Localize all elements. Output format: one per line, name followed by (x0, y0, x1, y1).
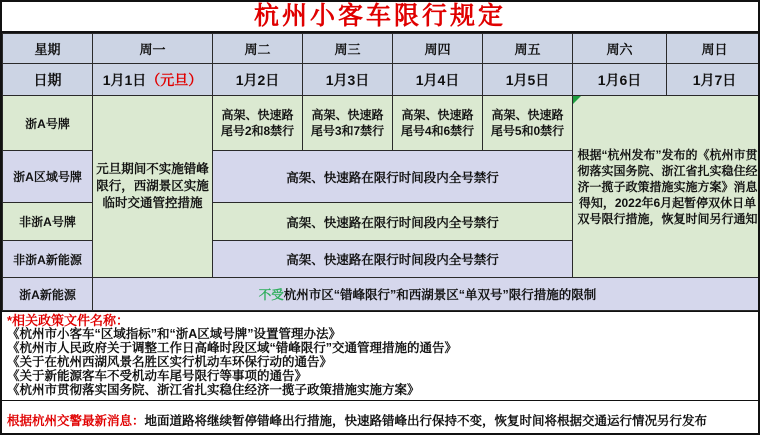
policy-item-4: 《关于新能源客车不受机动车尾号限行等事项的通告》 (7, 368, 308, 383)
plate-row-label-non-zhe-a: 非浙A号牌 (3, 203, 93, 241)
plate-row-label-zhe-a-regional: 浙A区域号牌 (3, 151, 93, 203)
day-header-sat: 周六 (573, 34, 667, 64)
row-note-cell-zhe-a-ev (93, 278, 760, 311)
exempt-highlight-text: 不受 (258, 288, 284, 302)
plate-row-label-zhe-a: 浙A号牌 (3, 96, 93, 151)
day-header-wed: 周三 (303, 34, 393, 64)
row-note-cell-non-zhe-a-ev: 高架、快速路在限行时间段内全号禁行 (213, 241, 573, 278)
monday-note-cell: 元旦期间不实施错峰限行，西湖景区实施临时交通管控措施 (93, 96, 213, 278)
comment-marker-triangle-icon (573, 96, 581, 104)
date-cell-4: 1月4日 (393, 64, 483, 96)
plate-row-label-zhe-a-ev: 浙A新能源 (3, 278, 93, 311)
weekend-note-cell (573, 96, 760, 278)
news-text: 地面道路将继续暂停错峰出行措施，快速路错峰出行保持不变，恢复时间将根据交通运行情况另行发布 (144, 414, 708, 428)
day-header-fri: 周五 (483, 34, 573, 64)
date-1-text: 1月1日 (102, 71, 147, 88)
day-header-thu: 周四 (393, 34, 483, 64)
date-cell-3: 1月3日 (303, 64, 393, 96)
day-header-sun: 周日 (667, 34, 760, 64)
plate-row-label-non-zhe-a-ev: 非浙A新能源 (3, 241, 93, 278)
row-note-cell-zhe-a-regional: 高架、快速路在限行时间段内全号禁行 (213, 151, 573, 203)
policy-section (2, 311, 758, 397)
day-header-tue: 周二 (213, 34, 303, 64)
page-title: 杭州小客车限行规定 (2, 2, 758, 33)
date-header-label: 日期 (3, 64, 93, 96)
date-cell-7: 1月7日 (667, 64, 760, 96)
policy-header: *相关政策文件名称： (7, 313, 130, 328)
date-cell-5: 1月5日 (483, 64, 573, 96)
policy-item-2: 《杭州市人民政府关于调整工作日高峰时段区域“错峰限行”交通管理措施的通告》 (7, 340, 458, 355)
tail-restriction-cell-fri: 高架、快速路尾号5和0禁行 (483, 96, 573, 151)
policy-item-5: 《杭州市贯彻落实国务院、浙江省扎实稳住经济一揽子政策措施实施方案》 (7, 382, 420, 397)
date-cell-6: 1月6日 (573, 64, 667, 96)
date-cell-1 (93, 64, 213, 96)
tail-restriction-cell-tue: 高架、快速路尾号2和8禁行 (213, 96, 303, 151)
news-bar (2, 400, 758, 435)
day-header-mon: 周一 (93, 34, 213, 64)
exempt-rest-text: 杭州市区“错峰限行”和西湖景区“单双号”限行措施的限制 (283, 288, 597, 302)
date-cell-2: 1月2日 (213, 64, 303, 96)
row-note-cell-non-zhe-a: 高架、快速路在限行时间段内全号禁行 (213, 203, 573, 241)
weekend-note-text: 根据“杭州发布”发布的《杭州市贯彻落实国务院、浙江省扎实稳住经济一揽子政策措施实施方案》消息得知，2022年6月起暂停双休日单双号限行措施，恢复时间另行通知 (577, 147, 758, 226)
policy-item-1: 《杭州市小客车“区域指标”和“浙A区域号牌”设置管理办法》 (7, 326, 342, 341)
restriction-table (2, 33, 760, 311)
tail-restriction-cell-wed: 高架、快速路尾号3和7禁行 (303, 96, 393, 151)
policy-item-3: 《关于在杭州西湖风景名胜区实行机动车环保行动的通告》 (7, 354, 333, 369)
tail-restriction-cell-thu: 高架、快速路尾号4和6禁行 (393, 96, 483, 151)
holiday-label: （元旦） (146, 71, 203, 88)
week-header-label: 星期 (3, 34, 93, 64)
news-label: 根据杭州交警最新消息： (7, 414, 145, 428)
